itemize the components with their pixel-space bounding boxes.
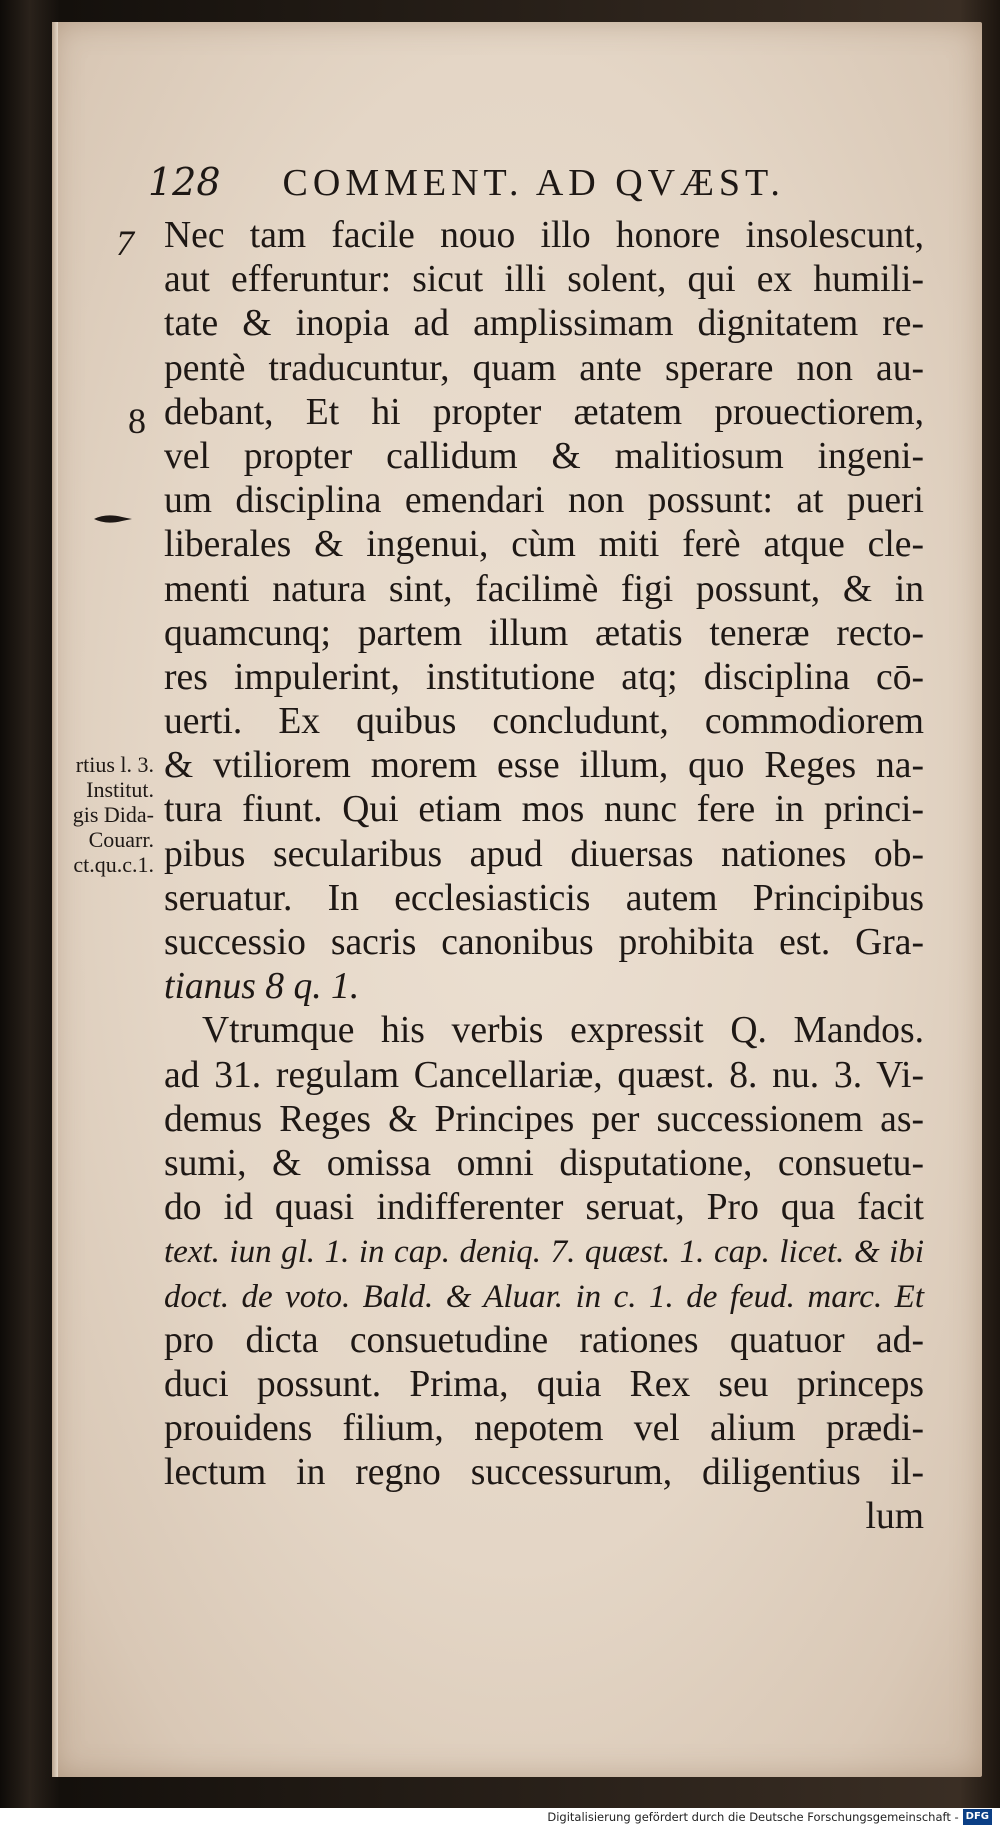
text-line: pibus secularibus apud diuersas nationes ob-	[164, 833, 924, 875]
text-line: um disciplina emendari non possunt: at pueri	[164, 480, 924, 522]
text-line: seruatur. In ecclesiasticis autem Principibus	[164, 877, 924, 919]
side-note-line: Couarr.	[88, 827, 154, 852]
text-line: menti natura sint, facilimè figi possunt, & in	[164, 568, 924, 610]
catchword: lum	[865, 1496, 924, 1538]
text-line: tura fiunt. Qui etiam mos nunc fere in princi-	[164, 789, 924, 831]
text-line: ad 31. regulam Cancellariæ, quæst. 8. nu. 3. Vi-	[164, 1054, 924, 1096]
running-head: COMMENT. AD QVÆST.	[282, 162, 785, 204]
credit-text: Digitalisierung gefördert durch die Deutsche Forschungsgemeinschaft -	[547, 1810, 959, 1824]
text-line: Nec tam facile nouo illo honore insolescunt,	[164, 215, 924, 256]
text-line: duci possunt. Prima, quia Rex seu princeps	[164, 1363, 924, 1405]
side-note-line: rtius l. 3.	[75, 752, 154, 777]
page-gutter	[52, 22, 58, 1777]
text-line: lectum in regno successurum, diligentius il-	[164, 1452, 924, 1494]
text-line: Vtrumque his verbis expressit Q. Mandos.	[202, 1010, 924, 1052]
side-note-line: ct.qu.c.1.	[73, 852, 154, 877]
text-line: uerti. Ex quibus concludunt, commodiorem	[164, 701, 924, 743]
side-note-line: gis Dida-	[72, 802, 154, 827]
text-line: sumi, & omissa omni disputatione, consuetu-	[164, 1142, 924, 1184]
page-number: 128	[148, 160, 221, 204]
text-line: prouidens filium, nepotem vel alium prædi-	[164, 1408, 924, 1450]
text-line: vel propter callidum & malitiosum ingeni-	[164, 435, 924, 477]
side-note-line: Institut.	[86, 777, 154, 802]
text-line: do id quasi indifferenter seruat, Pro qua facit	[164, 1187, 924, 1229]
page-header	[148, 160, 908, 210]
text-line: successio sacris canonibus prohibita est. Gra-	[164, 922, 924, 963]
digitization-credit	[547, 1809, 992, 1825]
margin-number-8: 8	[128, 401, 146, 441]
text-line: tianus 8 q. 1.	[164, 966, 360, 1008]
text-line: doct. de voto. Bald. & Aluar. in c. 1. de feud. marc. Et	[164, 1278, 924, 1315]
text-line: res impulerint, institutione atq; disciplina cō-	[164, 656, 924, 698]
body-text	[164, 214, 924, 1540]
margin-number-7: 7	[116, 223, 134, 263]
side-note	[34, 752, 154, 877]
text-line: quamcunq; partem illum ætatis teneræ recto-	[164, 612, 924, 654]
text-line: pro dicta consuetudine rationes quatuor ad-	[164, 1319, 924, 1361]
text-line: pentè traducuntur, quam ante sperare non au-	[164, 347, 924, 389]
text-line: & vtiliorem morem esse illum, quo Reges na-	[164, 745, 924, 787]
pointer-mark-icon	[92, 512, 134, 526]
text-line: text. iun gl. 1. in cap. deniq. 7. quæst. 1. cap. licet. & ibi	[164, 1234, 924, 1271]
text-line: liberales & ingenui, cùm miti ferè atque cle-	[164, 524, 924, 566]
text-line: debant, Et hi propter ætatem prouectiorem,	[164, 391, 924, 433]
text-line: tate & inopia ad amplissimam dignitatem re-	[164, 303, 924, 345]
text-line: aut efferuntur: sicut illi solent, qui ex humili-	[164, 259, 924, 301]
dfg-logo: DFG	[963, 1809, 992, 1825]
text-line: demus Reges & Principes per successionem as-	[164, 1098, 924, 1140]
